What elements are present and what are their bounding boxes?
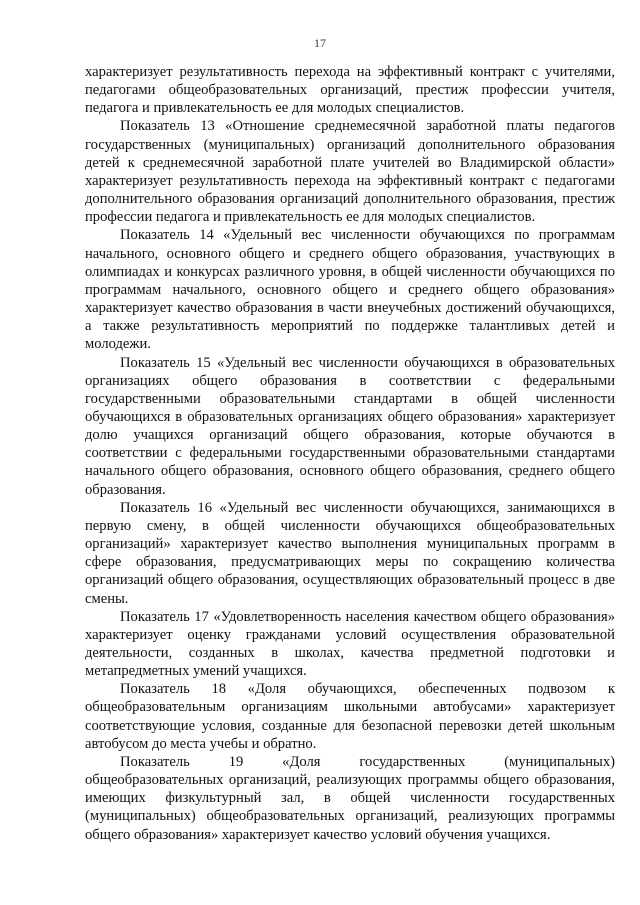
paragraph-indicator-19: Показатель 19 «Доля государственных (муниципальных) общеобразовательных организаций, реализующих программы общего образования, имеющих физкультурный зал, в общей численности государственных (муниципальных) общеобразовательных организаций, реализующих программы общего образования» характеризует качество условий обучения учащихся. [85,753,615,843]
paragraph-continuation: характеризует результативность перехода на эффективный контракт с учителями, педагогами общеобразовательных организаций, престиж профессии учителя, педагога и привлекательность ее для молодых специалистов. [85,64,615,117]
document-body [85,63,615,844]
paragraph-indicator-18: Показатель 18 «Доля обучающихся, обеспеченных подвозом к общеобразовательным организациям школьными автобусами» характеризует соответствующие условия, созданные для безопасной перевозки детей школьным автобусом до места учебы и обратно. [85,681,615,752]
page-number: 17 [314,36,326,50]
paragraph-indicator-17: Показатель 17 «Удовлетворенность населения качеством общего образования» характеризует оценку гражданами условий осуществления образовательной деятельности, созданных в школах, качества предметной подготовки и метапредметных умений учащихся. [85,608,615,680]
paragraph-indicator-13: Показатель 13 «Отношение среднемесячной заработной платы педагогов государственных (муниципальных) организаций дополнительного образования детей к среднемесячной заработной плате учителей во Владимирской области» характеризует результативность перехода на эффективный контракт с педагогами дополнительного образования организаций дополнительного образования, престиж профессии педагога и привлекательность ее для молодых специалистов. [85,118,615,226]
paragraph-indicator-16: Показатель 16 «Удельный вес численности обучающихся, занимающихся в первую смену, в общей численности обучающихся общеобразовательных организаций» характеризует качество выполнения муниципальных программ в сфере образования, предусматривающих меры по сокращению количества организаций общего образования, осуществляющих образовательный процесс в две смены. [85,499,615,607]
paragraph-indicator-14: Показатель 14 «Удельный вес численности обучающихся по программам начального, основного общего и среднего общего образования, участвующих в олимпиадах и конкурсах различного уровня, в общей численности обучающихся по программам начального, основного общего и среднего общего образования» характеризует качество образования в части внеучебных достижений обучающихся, а также результативность мероприятий по поддержке талантливых детей и молодежи. [85,227,615,353]
paragraph-indicator-15: Показатель 15 «Удельный вес численности обучающихся в образовательных организациях общего образования в соответствии с федеральными государственными образовательными стандартами в общей численности обучающихся в образовательных организациях общего образования» характеризует долю учащихся организаций общего образования, которые обучаются в соответствии с федеральными государственными образовательными стандартами начального общего образования, основного общего образования, среднего общего образования. [85,354,615,498]
